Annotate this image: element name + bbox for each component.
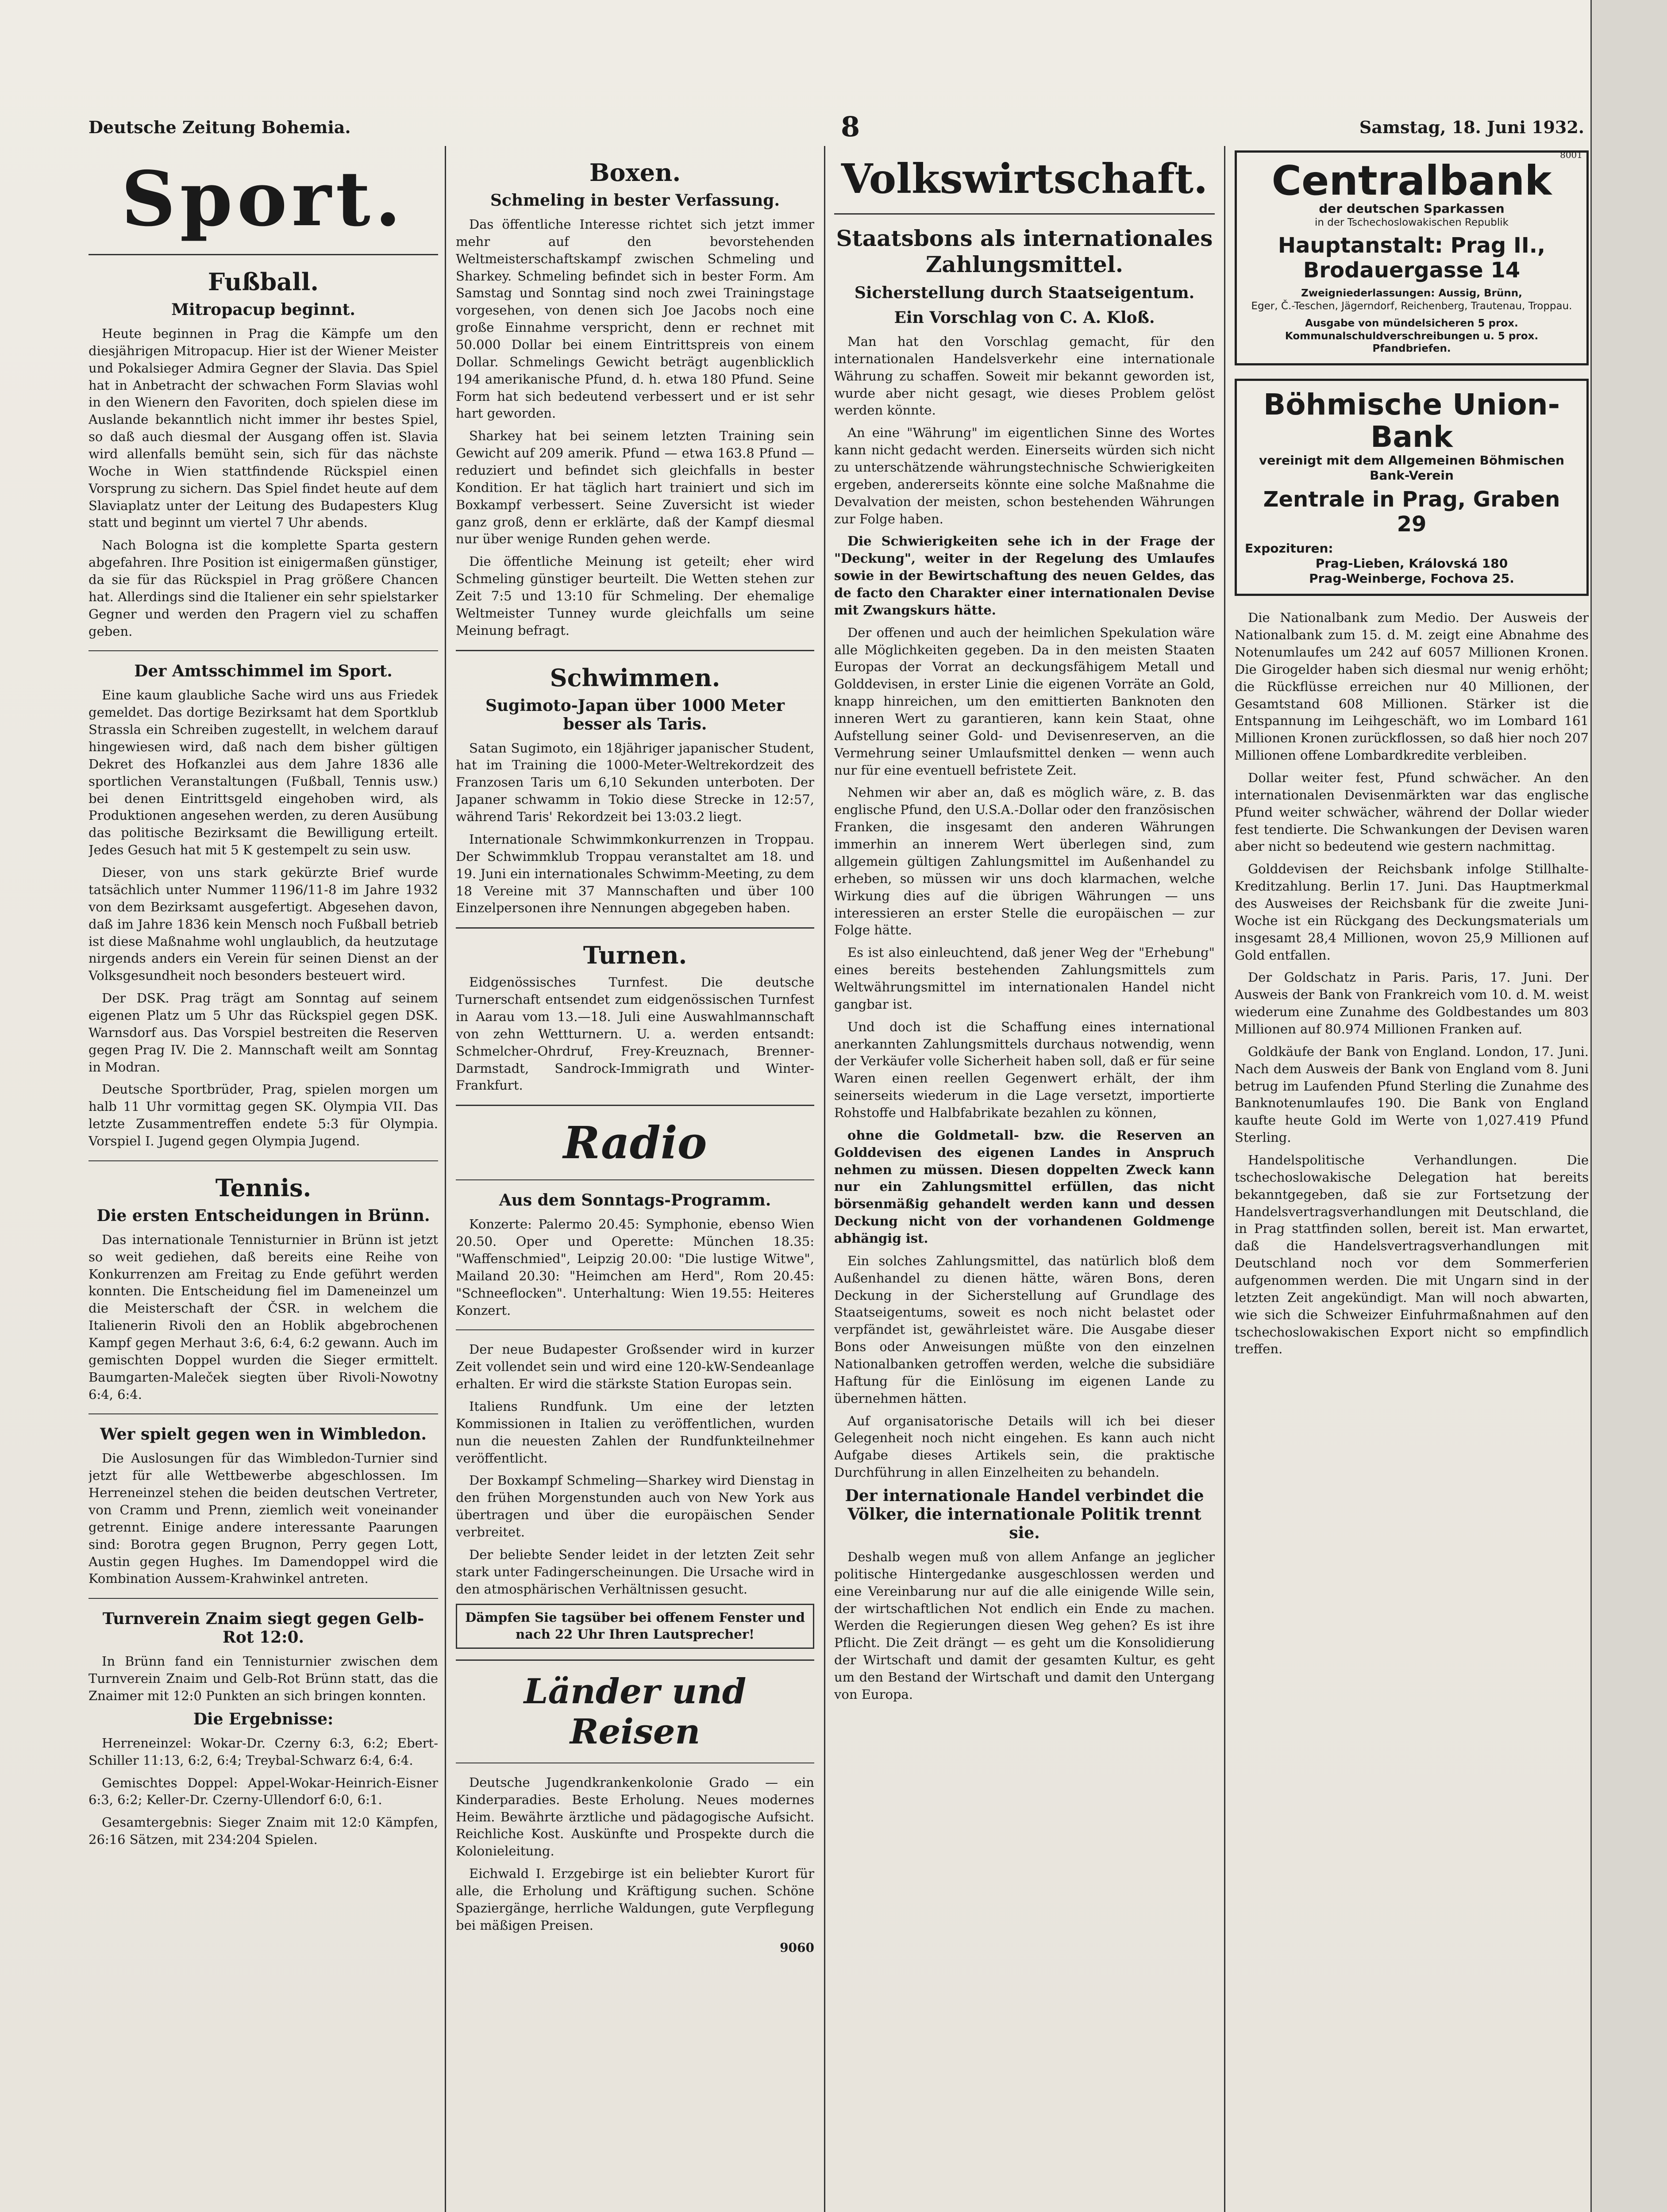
article-paragraph: Die öffentliche Meinung ist geteilt; eher wird Schmeling günstiger beurteilt. Die Wetten stehen zur Zeit 7:5 und 13:10 für Schmeling. Der ehemalige Weltmeister Tunney wurde gleichfalls um seine Meinung befragt. <box>456 554 814 638</box>
heading-fussball: Fußball. <box>208 268 319 296</box>
divider <box>834 213 1215 215</box>
article-paragraph: Der Goldschatz in Paris. Paris, 17. Juni. Der Ausweis der Bank von Frankreich vom 10. d. M. weist wiederum eine Zunahme des Goldbestandes um 803 Millionen auf 80.974 Millionen Franken auf. <box>1235 970 1589 1037</box>
subheading-sugimoto: Sugimoto-Japan über 1000 Meter besser als Taris. <box>485 696 785 733</box>
divider <box>456 650 814 651</box>
divider <box>456 1659 814 1661</box>
article-paragraph: Der neue Budapester Großsender wird in kurzer Zeit vollendet sein und wird eine 120-kW-Sendeanlage erhalten. Er wird die stärkste Station Europas sein. <box>456 1342 814 1392</box>
subheading-schmeling: Schmeling in bester Verfassung. <box>490 191 780 210</box>
subheading-znaim: Turnverein Znaim siegt gegen Gelb-Rot 12:0. <box>102 1609 424 1647</box>
heading-boxen: Boxen. <box>589 158 681 187</box>
subheading-sicherstellung: Sicherstellung durch Staatseigentum. <box>854 284 1195 302</box>
divider <box>89 650 438 651</box>
article-paragraph: Auf organisatorische Details will ich bei dieser Gelegenheit noch nicht eingehen. Es kann auch nicht Aufgabe dieses Artikels sein, die praktische Durchführung in allen Einzelheiten zu behandeln. <box>834 1413 1215 1480</box>
page-header <box>89 113 1584 144</box>
page-number: 8 <box>841 111 860 143</box>
ad-subtitle: vereinigt mit dem Allgemeinen Böhmischen Bank-Verein <box>1259 453 1564 483</box>
ad-centralbank <box>1235 150 1589 365</box>
subheading-vorschlag: Ein Vorschlag von C. A. Kloß. <box>894 308 1155 327</box>
heading-turnen: Turnen. <box>583 941 687 970</box>
subheading-programm: Aus dem Sonntags-Programm. <box>499 1191 771 1210</box>
ad-expozituren: Expozituren: <box>1245 541 1333 556</box>
ad-branch: Prag-Weinberge, Fochova 25. <box>1309 571 1514 586</box>
column-boxing-radio <box>456 146 814 2212</box>
section-title-sport: Sport. <box>121 155 406 243</box>
subheading-amtsschimmel: Der Amtsschimmel im Sport. <box>134 662 393 681</box>
article-paragraph: ohne die Goldmetall- bzw. die Reserven an Golddevisen des eigenen Landes in Anspruch nehmen zu müssen. Diesen doppelten Zweck kann nur ein Zahlungsmittel erfüllen, das nicht börsenmäßig gehandelt werden kann und dessen Deckung nicht von der vorhandenen Goldmenge abhängig ist. <box>834 1127 1215 1246</box>
subheading-ergebnisse: Die Ergebnisse: <box>193 1709 334 1728</box>
article-paragraph: Sharkey hat bei seinem letzten Training sein Gewicht auf 209 amerik. Pfund — etwa 163.8 Pfund — reduziert und befindet sich gleichfalls in bester Kondition. Er hat täglich hart trainiert und sich im Boxkampf verbessert. Seine Zuversicht ist wieder ganz groß, denn er erklärte, daß der Kampf diesmal nur über wenige Runden gehen werde. <box>456 428 814 547</box>
divider <box>89 1598 438 1599</box>
subheading-brunn: Die ersten Entscheidungen in Brünn. <box>96 1206 430 1225</box>
ad-address: Zentrale in Prag, Graben 29 <box>1263 487 1560 537</box>
article-paragraph: Der Boxkampf Schmeling—Sharkey wird Dienstag in den frühen Morgenstunden auch von New York aus übertragen und über die europäischen Sender verbreitet. <box>456 1473 814 1540</box>
article-paragraph: Eichwald I. Erzgebirge ist ein beliebter Kurort für alle, die Erholung und Kräftigung suchen. Schöne Spaziergänge, herrliche Waldungen, gute Verpflegung bei mäßigen Preisen. <box>456 1866 814 1933</box>
ad-note: Ausgabe von mündelsicheren 5 prox. Kommunalschuldverschreibungen u. 5 prox. Pfandbriefen. <box>1285 317 1539 355</box>
article-paragraph: Dollar weiter fest, Pfund schwächer. An den internationalen Devisenmärkten war das englische Pfund weiter schwächer, während der Dollar wieder fest tendierte. Die Schwankungen der Devisen waren aber nicht so bedeutend wie gestern nachmittag. <box>1235 770 1589 854</box>
column-finance <box>1235 146 1589 2212</box>
article-paragraph: Der DSK. Prag trägt am Sonntag auf seinem eigenen Platz um 5 Uhr das Rückspiel gegen DSK. Warnsdorf aus. Das Vorspiel bestreiten die Reserven gegen Prag IV. Die 2. Mannschaft weilt am Sonntag in Modran. <box>89 991 438 1075</box>
subheading-wimbledon: Wer spielt gegen wen in Wimbledon. <box>100 1425 427 1444</box>
article-paragraph: Goldkäufe der Bank von England. London, 17. Juni. Nach dem Ausweis der Bank von England vom 8. Juni betrug im Laufenden Pfund Sterling die Zunahme des Banknotenumlaufes 190. Die Bank von England kaufte heute Gold im Werte von 1,027.419 Pfund Sterling. <box>1235 1044 1589 1145</box>
article-paragraph: Man hat den Vorschlag gemacht, für den internationalen Handelsverkehr eine internationale Währung zu schaffen. Soweit mir bekannt geworden ist, wurde aber nicht gesagt, wie dieses Problem gelöst werden könnte. <box>834 334 1215 418</box>
ad-number: 8001 <box>1560 150 1582 160</box>
article-paragraph: Golddevisen der Reichsbank infolge Stillhalte-Kreditzahlung. Berlin 17. Juni. Das Hauptmerkmal des Ausweises der Reichsbank für die zweite Juni-Woche ist ein Rückgang des Deckungsmaterials um insgesamt 28,4 Millionen, wovon 25,9 Millionen auf Gold entfallen. <box>1235 861 1589 963</box>
article-paragraph: Internationale Schwimmkonkurrenzen in Troppau. Der Schwimmklub Troppau veranstaltet am 18. und 19. Juni ein internationales Schwimm-Meeting, zu dem 18 Vereine mit 37 Mannschaften und über 100 Einzelpersonen ihre Nennungen abgegeben haben. <box>456 831 814 916</box>
article-paragraph: Die Nationalbank zum Medio. Der Ausweis der Nationalbank zum 15. d. M. zeigt eine Abnahme des Notenumlaufes um 242 auf 6057 Millionen Kronen. Die Girogelder haben sich diesmal nur wenig erhöht; die Rückflüsse erreichen nur 40 Millionen, der Gesamtstand 608 Millionen. Stärker ist die Entspannung im Leihgeschäft, wo im Lombard 161 Millionen Kronen zurückflossen, so daß hier noch 207 Millionen offene Lombardkredite verbleiben. <box>1235 610 1589 763</box>
divider <box>456 1105 814 1106</box>
column-divider-3 <box>1224 146 1225 2212</box>
article-paragraph: Satan Sugimoto, ein 18jähriger japanischer Student, hat im Training die 1000-Meter-Weltrekordzeit des Franzosen Taris um 6,10 Sekunden unterboten. Der Japaner schwamm in Tokio diese Strecke in 12:57, während Taris' Rekordzeit bei 13:03.2 liegt. <box>456 740 814 825</box>
article-paragraph: Handelspolitische Verhandlungen. Die tschechoslowakische Delegation hat bereits bekanntgegeben, daß sie zur Fortsetzung der Handelsvertragsverhandlungen mit Deutschland, die in Prag stattfinden sollen, bereit ist. Man erwartet, daß die Handelsvertragsverhandlungen mit Deutschland noch vor dem Sommerferien aufgenommen werden. Die mit Ungarn sind in der letzten Zeit angekündigt. Man will noch abwarten, wie sich die Schweizer Einfuhrmaßnahmen auf den tschechoslowakischen Export nicht so empfindlich treffen. <box>1235 1152 1589 1357</box>
article-paragraph: Nehmen wir aber an, daß es möglich wäre, z. B. das englische Pfund, den U.S.A.-Dollar oder den französischen Franken, die insgesamt den anderen Währungen immerhin an innerem Wert überlegen sind, zum allgemein gültigen Zahlungsmittel im Außenhandel zu erheben, so müssen wir uns doch klarmachen, welche Wirkung dies auf die übrigen Währungen — uns interessieren an erster Stelle die europäischen — zur Folge hätte. <box>834 785 1215 938</box>
ad-branch: Prag-Lieben, Královská 180 <box>1315 556 1508 571</box>
article-paragraph: Dieser, von uns stark gekürzte Brief wurde tatsächlich unter Nummer 1196/11-8 im Jahre 1932 von dem Bezirksamt ausgefertigt. Abgesehen davon, daß im Jahre 1836 kein Mensch noch Fußball betrieb ist diese Maßnahme wohl unglaublich, da heutzutage nirgends anders ein Verein für seinen Dienst an der Volksgesundheit noch besonders besteuert wird. <box>89 865 438 983</box>
article-paragraph: Und doch ist die Schaffung eines international anerkannten Zahlungsmittels durchaus notwendig, wenn der Verkäufer volle Sicherheit haben soll, daß er für seine Waren einen reellen Gegenwert erhält, der ihm seinerseits wiederum in die Lage versetzt, importierte Rohstoffe und Halbfabrikate bezahlen zu können, <box>834 1019 1215 1120</box>
subheading-mitropacup: Mitropacup beginnt. <box>171 300 355 319</box>
article-paragraph: Der beliebte Sender leidet in der letzten Zeit sehr stark unter Fadingerscheinungen. Die Ursache wird in den atmosphärischen Verhältnissen gesucht. <box>456 1547 814 1597</box>
article-paragraph: Eine kaum glaubliche Sache wird uns aus Friedek gemeldet. Das dortige Bezirksamt hat dem Sportklub Strassla ein Schreiben zugestellt, in welchem darauf hingewiesen wird, daß nach dem bisher gültigen Dekret des Hofkanzlei aus dem Jahre 1836 alle sportlichen Veranstaltungen (Fußball, Tennis usw.) bei denen Eintrittsgeld eingehoben wird, als Produktionen angesehen werden, zu deren Ausübung das politische Bezirksamt die Bewilligung erteilt. Jedes Gesuch hat mit 5 K gestempelt zu sein usw. <box>89 687 438 858</box>
article-paragraph: Deutsche Jugendkrankenkolonie Grado — ein Kinderparadies. Beste Erholung. Neues modernes Heim. Bewährte ärztliche und pädagogische Aufsicht. Reichliche Kost. Auskünfte und Prospekte durch die Kolonieleitung. <box>456 1774 814 1859</box>
article-paragraph: Die Schwierigkeiten sehe ich in der Frage der "Deckung", weiter in der Regelung des Umlaufes sowie in der Bewirtschaftung des neuen Geldes, das de facto den Charakter einer internationalen Devise mit Zwangskurs hätte. <box>834 534 1215 618</box>
divider <box>456 1329 814 1330</box>
divider <box>89 1160 438 1161</box>
article-paragraph: Gesamtergebnis: Sieger Znaim mit 12:0 Kämpfen, 26:16 Sätzen, mit 234:204 Spielen. <box>89 1815 438 1847</box>
heading-staatsbons: Staatsbons als internationales Zahlungsmittel. <box>836 225 1213 277</box>
article-paragraph: Gemischtes Doppel: Appel-Wokar-Heinrich-Eisner 6:3, 6:2; Keller-Dr. Czerny-Ullendorf 6:0, 6:1. <box>89 1775 438 1808</box>
divider <box>456 927 814 929</box>
subheading-handel: Der internationale Handel verbindet die Völker, die internationale Politik trennt sie. <box>845 1486 1204 1542</box>
article-paragraph: Konzerte: Palermo 20.45: Symphonie, ebenso Wien 20.50. Oper und Operette: München 18.35: "Waffenschmied", Leipzig 20.00: "Die lustige Witwe", Mailand 20.30: "Heimchen am Herd", Rom 20.45: "Schneeflocken". Unterhaltung: Wien 19.55: Heiteres Konzert. <box>456 1217 814 1318</box>
masthead-left: Deutsche Zeitung Bohemia. <box>89 117 351 137</box>
ad-subtitle: der deutschen Sparkassen <box>1319 201 1505 216</box>
divider <box>89 1413 438 1414</box>
article-paragraph: Italiens Rundfunk. Um eine der letzten Kommissionen in Italien zu veröffentlichen, wurden nun die neuesten Zahlen der Rundfunkteilnehmer veröffentlicht. <box>456 1398 814 1466</box>
heading-laender-reisen: Länder und Reisen <box>524 1671 747 1752</box>
section-title-volkswirtschaft: Volkswirtschaft. <box>841 155 1208 203</box>
issue-date: Samstag, 18. Juni 1932. <box>1359 117 1584 137</box>
divider <box>89 254 438 255</box>
heading-tennis: Tennis. <box>215 1173 312 1202</box>
column-economy <box>834 146 1215 2212</box>
article-paragraph: Heute beginnen in Prag die Kämpfe um den diesjährigen Mitropacup. Hier ist der Wiener Meister und Pokalsieger Admira Gegner der Slavia. Das Spiel hat in Anbetracht der schwachen Form Slavias wohl in den Wienern den Favoriten, doch spielen diese im Auslande bekanntlich nicht immer ihr bestes Spiel, so daß auch diesmal der Ausgang offen ist. Slavia wird allenfalls bemüht sein, sich für das nächste Woche in Wien stattfindende Rückspiel einen Vorsprung zu sichern. Das Spiel findet heute auf dem Slaviaplatz unter der Leitung des Budapesters Klug statt und beginnt um viertel 7 Uhr abends. <box>89 326 438 530</box>
divider <box>456 1179 814 1180</box>
article-paragraph: Eidgenössisches Turnfest. Die deutsche Turnerschaft entsendet zum eidgenössischen Turnfest in Aarau vom 13.—18. Juli eine Auswahlmannschaft von zehn Wettturnern. U. a. werden entsandt: Schmelcher-Ohrdruf, Frey-Kreuznach, Brenner-Darmstadt, Sandrock-Immigrath und Winter-Frankfurt. <box>456 975 814 1093</box>
ad-branches-title: Zweigniederlassungen: Aussig, Brünn, <box>1301 288 1522 300</box>
ad-bank-name: Centralbank <box>1271 157 1552 204</box>
article-paragraph: Deshalb wegen muß von allem Anfange an jeglicher politische Hintergedanke ausgeschlossen werden und eine Vereinbarung nur auf die alle einigende Wille sein, der wirtschaftlichen Not endlich ein Ende zu machen. Werden die Regierungen diesen Weg gehen? Es ist ihre Pflicht. Die Zeit drängt — es geht um die Konsolidierung der Wirtschaft und damit der gesamten Kultur, es geht um den Bestand der Wirtschaft und damit den Untergang von Europa. <box>834 1549 1215 1702</box>
article-paragraph: Ein solches Zahlungsmittel, das natürlich bloß dem Außenhandel zu dienen hätte, wären Bons, deren Deckung in der Sicherstellung auf Grundlage des Staatseigentums, soweit es noch nicht belastet oder verpfändet ist, gewährleistet wäre. Die Ausgabe dieser Bons oder Anweisungen müßte von den einzelnen Nationalbanken getroffen werden, welche die subsidiäre Haftung für die Einlösung im eigenen Lande zu übernehmen hätten. <box>834 1253 1215 1406</box>
column-divider-1 <box>445 146 446 2212</box>
ad-code: 9060 <box>780 1940 814 1955</box>
article-paragraph: Die Auslosungen für das Wimbledon-Turnier sind jetzt für alle Wettbewerbe abgeschlossen. Im Herreneinzel stehen die beiden deutschen Vertreter, von Cramm und Prenn, ziemlich weit voneinander getrennt. Einige andere interessante Paarungen sind: Borotra gegen Brugnon, Perry gegen Lott, Austin gegen Hughes. Im Damendoppel wird die Kombination Aussem-Krahwinkel antreten. <box>89 1451 438 1586</box>
ad-union-bank <box>1235 379 1589 596</box>
article-paragraph: In Brünn fand ein Tennisturnier zwischen dem Turnverein Znaim und Gelb-Rot Brünn statt, das die Znaimer mit 12:0 Punkten an sich bringen konnten. <box>89 1654 438 1703</box>
page-right-margin <box>1590 0 1667 2212</box>
heading-radio: Radio <box>563 1117 707 1169</box>
column-sport <box>89 146 438 2212</box>
article-paragraph: Es ist also einleuchtend, daß jener Weg der "Erhebung" eines bereits bestehenden Zahlungsmittels zum Weltwährungsmittel im internationalen Handel nicht gangbar ist. <box>834 945 1215 1012</box>
heading-schwimmen: Schwimmen. <box>550 663 720 692</box>
article-paragraph: Herreneinzel: Wokar-Dr. Czerny 6:3, 6:2; Ebert-Schiller 11:13, 6:2, 6:4; Treybal-Schwarz 6:4, 6:4. <box>89 1735 438 1768</box>
notice-box: Dämpfen Sie tagsüber bei offenem Fenster und nach 22 Uhr Ihren Lautsprecher! <box>456 1604 814 1648</box>
ad-bank-name: Böhmische Union-Bank <box>1263 388 1560 454</box>
article-paragraph: Das öffentliche Interesse richtet sich jetzt immer mehr auf den bevorstehenden Weltmeisterschaftskampf zwischen Schmeling und Sharkey. Schmeling befindet sich in bester Form. Am Samstag und Sonntag sind noch zwei Trainingstage vorgesehen, von denen sich Joe Jacobs noch eine große Einnahme verspricht, denn er rechnet mit 50.000 Dollar bei einem Eintrittspreis von einem Dollar. Schmelings Gewicht beträgt augenblicklich 194 amerikanische Pfund, d. h. etwa 180 Pfund. Seine Form hat sich bedeutend verbessert und er ist sehr hart geworden. <box>456 217 814 421</box>
article-paragraph: Deutsche Sportbrüder, Prag, spielen morgen um halb 11 Uhr vormittag gegen SK. Olympia VII. Das letzte Zusammentreffen endete 5:3 für Olympia. Vorspiel I. Jugend gegen Olympia Jugend. <box>89 1082 438 1148</box>
article-paragraph: Das internationale Tennisturnier in Brünn ist jetzt so weit gediehen, daß bereits eine Reihe von Konkurrenzen am Freitag zu Ende geführt werden konnten. Die Entscheidung fiel im Dameneinzel um die Meisterschaft der ČSR. in welchem die Italienerin Rivoli den an Hoblik abgebrochenen Kampf gegen Merhaut 3:6, 6:4, 6:2 gewann. Auch im gemischten Doppel wurden die Sieger ermittelt. Baumgarten-Maleček siegten über Rivoli-Nowotny 6:4, 6:4. <box>89 1232 438 1402</box>
ad-branches: Eger, Č.-Teschen, Jägerndorf, Reichenberg, Trautenau, Troppau. <box>1251 300 1572 312</box>
article-paragraph: Der offenen und auch der heimlichen Spekulation wäre alle Möglichkeiten gegeben. Da in den meisten Staaten Europas der Vorrat an deckungsfähigem Metall und Golddevisen, in erster Linie die eigenen Vorräte an Gold, knapp hinreichen, um den emittierten Banknoten den inneren Wert zu garantieren, kann kein Staat, ohne Aufstellung seiner Gold- und Devisenreserven, an die Vermehrung seiner Umlaufsmittel denken — wenn auch nur für eine eventuell befristete Zeit. <box>834 625 1215 778</box>
article-paragraph: An eine "Währung" im eigentlichen Sinne des Wortes kann nicht gedacht werden. Einerseits würden sich nicht zu unterschätzende währungstechnische Schwierigkeiten ergeben, andererseits könnte eine solche Maßnahme die Devalvation der meisten, schon bestehenden Währungen zur Folge haben. <box>834 425 1215 526</box>
article-paragraph: Nach Bologna ist die komplette Sparta gestern abgefahren. Ihre Position ist einigermaßen günstiger, da sie für das Rückspiel in Prag größere Chancen hat. Allerdings sind die Italiener ein sehr spielstarker Gegner und werden den Pragern viel zu schaffen geben. <box>89 538 438 639</box>
ad-subtitle-2: in der Tschechoslowakischen Republik <box>1315 216 1509 228</box>
column-divider-2 <box>824 146 825 2212</box>
ad-address: Hauptanstalt: Prag II., Brodauergasse 14 <box>1278 233 1546 283</box>
